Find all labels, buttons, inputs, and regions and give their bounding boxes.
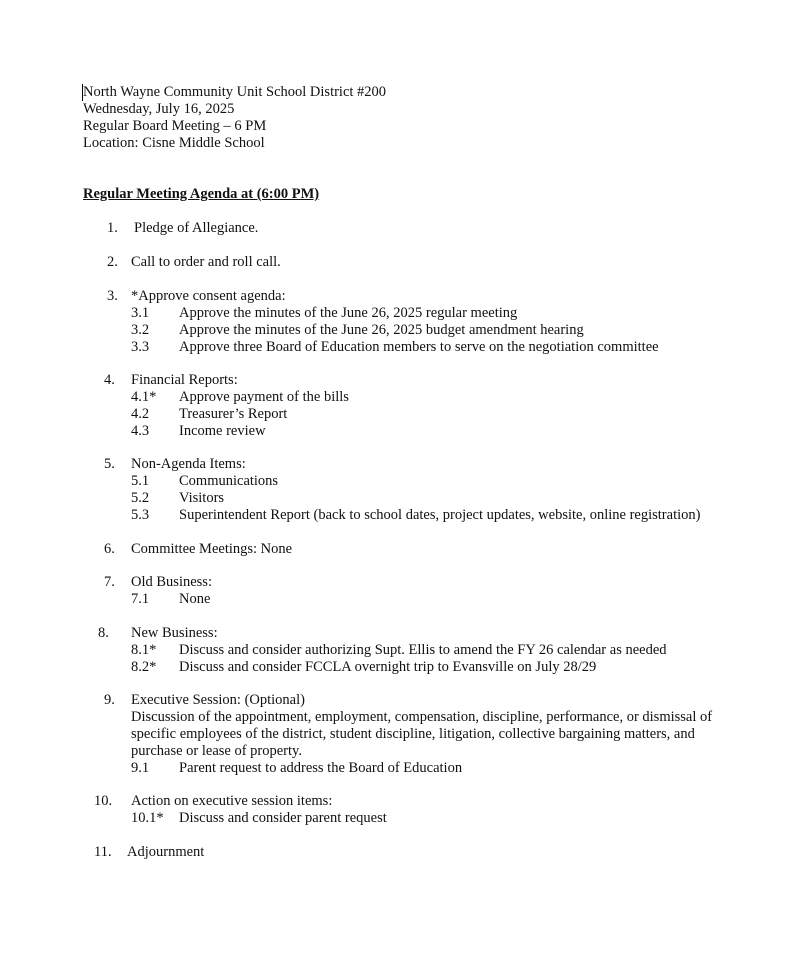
item-text: Call to order and roll call. [131,254,281,270]
sub-item-text: Approve the minutes of the June 26, 2025 budget amendment hearing [179,322,584,338]
item-number: 5. [104,456,115,472]
item-text: Committee Meetings: None [131,541,293,557]
item-number: 2. [107,254,118,270]
item-text: Non-Agenda Items: [131,456,246,472]
sub-item-number: 7.1 [131,591,150,607]
item-text: New Business: [131,625,218,641]
item-number: 9. [104,692,115,708]
item-number: 11. [94,844,112,860]
sub-item-text: Discuss and consider FCCLA overnight trip to Evansville on July 28/29 [179,659,597,675]
sub-item-text: Superintendent Report (back to school dates, project updates, website, online registration) [179,507,701,523]
item-number: 3. [107,288,118,304]
item-text: Pledge of Allegiance. [134,220,259,236]
sub-item-text: None [179,591,211,607]
sub-item-text: Approve payment of the bills [179,389,349,405]
item-number: 6. [104,541,115,557]
item-text: Adjournment [127,844,205,860]
item-paragraph-line: specific employees of the district, student discipline, litigation, collective bargaining matters, and [131,726,695,742]
sub-item-text: Communications [179,473,279,489]
sub-item-number: 4.1* [131,389,157,405]
sub-item-number: 10.1* [131,810,164,826]
sub-item-text: Visitors [179,490,225,506]
sub-item-number: 3.1 [131,305,150,321]
sub-item-number: 8.2* [131,659,157,675]
sub-item-text: Discuss and consider parent request [179,810,387,826]
item-text: Old Business: [131,574,212,590]
item-number: 10. [94,793,113,809]
item-text: Action on executive session items: [131,793,333,809]
item-paragraph-line: Discussion of the appointment, employment, compensation, discipline, performance, or dismissal of [131,709,713,725]
meeting-type: Regular Board Meeting – 6 PM [83,118,267,134]
sub-item-number: 3.3 [131,339,150,355]
sub-item-number: 5.2 [131,490,150,506]
sub-item-number: 3.2 [131,322,150,338]
meeting-date: Wednesday, July 16, 2025 [83,101,235,117]
item-text: Financial Reports: [131,372,238,388]
item-number: 4. [104,372,115,388]
sub-item-number: 5.3 [131,507,150,523]
item-number: 1. [107,220,118,236]
district-name: North Wayne Community Unit School District #200 [83,84,387,100]
sub-item-number: 5.1 [131,473,150,489]
sub-item-text: Approve the minutes of the June 26, 2025 regular meeting [179,305,518,321]
sub-item-text: Income review [179,423,266,439]
sub-item-number: 4.3 [131,423,150,439]
item-text: *Approve consent agenda: [131,288,286,304]
meeting-location: Location: Cisne Middle School [83,135,265,151]
sub-item-text: Treasurer’s Report [179,406,288,422]
agenda-title: Regular Meeting Agenda at (6:00 PM) [83,186,320,202]
sub-item-text: Parent request to address the Board of Education [179,760,463,776]
sub-item-number: 4.2 [131,406,150,422]
sub-item-text: Approve three Board of Education members to serve on the negotiation committee [179,339,659,355]
item-paragraph-line: purchase or lease of property. [131,743,302,759]
sub-item-number: 8.1* [131,642,157,658]
item-text: Executive Session: (Optional) [131,692,305,708]
sub-item-text: Discuss and consider authorizing Supt. Ellis to amend the FY 26 calendar as needed [179,642,667,658]
sub-item-number: 9.1 [131,760,150,776]
item-number: 7. [104,574,115,590]
item-number: 8. [98,625,109,641]
